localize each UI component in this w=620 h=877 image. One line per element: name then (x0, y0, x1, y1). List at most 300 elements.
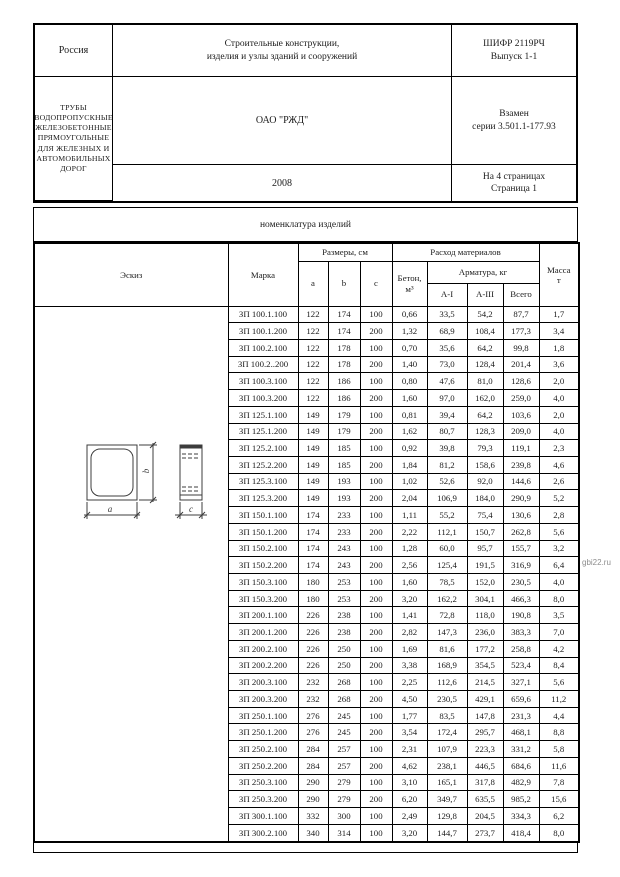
mark-cell: ЗП 100.2..200 (228, 356, 298, 373)
value-cell: 3,20 (392, 590, 427, 607)
value-cell: 316,9 (503, 557, 539, 574)
value-cell: 4,0 (539, 390, 579, 407)
value-cell: 200 (360, 691, 392, 708)
value-cell: 231,3 (503, 707, 539, 724)
value-cell: 2,31 (392, 741, 427, 758)
value-cell: 52,6 (427, 473, 467, 490)
value-cell: 985,2 (503, 791, 539, 808)
value-cell: 177,2 (467, 640, 503, 657)
value-cell: 149 (298, 406, 328, 423)
value-cell: 684,6 (503, 757, 539, 774)
value-cell: 100 (360, 774, 392, 791)
value-cell: 174 (298, 523, 328, 540)
doc-title-cell (35, 77, 113, 201)
value-cell: 100 (360, 574, 392, 591)
value-cell: 523,4 (503, 657, 539, 674)
value-cell: 8,4 (539, 657, 579, 674)
value-cell: 0,81 (392, 406, 427, 423)
mark-cell: ЗП 100.3.100 (228, 373, 298, 390)
value-cell: 5,8 (539, 741, 579, 758)
mark-cell: ЗП 300.1.100 (228, 808, 298, 825)
value-cell: 230,5 (503, 574, 539, 591)
value-cell: 284 (298, 757, 328, 774)
value-cell: 290,9 (503, 490, 539, 507)
mark-cell: ЗП 250.2.200 (228, 757, 298, 774)
value-cell: 204,5 (467, 808, 503, 825)
value-cell: 158,6 (467, 456, 503, 473)
value-cell: 1,77 (392, 707, 427, 724)
value-cell: 11,6 (539, 757, 579, 774)
value-cell: 232 (298, 674, 328, 691)
value-cell: 223,3 (467, 741, 503, 758)
value-cell: 239,8 (503, 456, 539, 473)
title-block (33, 23, 578, 203)
value-cell: 149 (298, 423, 328, 440)
value-cell: 2,6 (539, 473, 579, 490)
value-cell: 179 (328, 406, 360, 423)
value-cell: 300 (328, 808, 360, 825)
cipher-issue: Выпуск 1-1 (490, 51, 538, 62)
value-cell: 334,3 (503, 808, 539, 825)
mark-cell: ЗП 250.1.100 (228, 707, 298, 724)
value-cell: 2,82 (392, 624, 427, 641)
value-cell: 68,9 (427, 323, 467, 340)
value-cell: 3,6 (539, 356, 579, 373)
value-cell: 122 (298, 373, 328, 390)
mark-cell: ЗП 200.2.200 (228, 657, 298, 674)
value-cell: 2,25 (392, 674, 427, 691)
value-cell: 100 (360, 507, 392, 524)
value-cell: 72,8 (427, 607, 467, 624)
value-cell: 87,7 (503, 306, 539, 323)
value-cell: 243 (328, 540, 360, 557)
value-cell: 8,0 (539, 590, 579, 607)
value-cell: 122 (298, 306, 328, 323)
value-cell: 276 (298, 724, 328, 741)
products-table (33, 242, 580, 843)
value-cell: 179 (328, 423, 360, 440)
value-cell: 147,3 (427, 624, 467, 641)
value-cell: 245 (328, 707, 360, 724)
value-cell: 147,8 (467, 707, 503, 724)
value-cell: 482,9 (503, 774, 539, 791)
mark-cell: ЗП 150.2.100 (228, 540, 298, 557)
value-cell: 2,04 (392, 490, 427, 507)
value-cell: 238 (328, 624, 360, 641)
value-cell: 100 (360, 741, 392, 758)
subject-line1: Строительные конструкции, (224, 39, 340, 50)
value-cell: 258,8 (503, 640, 539, 657)
value-cell: 152,0 (467, 574, 503, 591)
value-cell: 180 (298, 590, 328, 607)
value-cell: 165,1 (427, 774, 467, 791)
doc-title-line3: ДЛЯ ЖЕЛЕЗНЫХ И АВТОМОБИЛЬНЫХ ДОРОГ (36, 143, 111, 173)
value-cell: 193 (328, 473, 360, 490)
concrete-label-line2: м³ (405, 283, 414, 294)
value-cell: 155,7 (503, 540, 539, 557)
value-cell: 3,20 (392, 824, 427, 842)
value-cell: 4,62 (392, 757, 427, 774)
value-cell: 226 (298, 657, 328, 674)
value-cell: 4,6 (539, 456, 579, 473)
value-cell: 177,3 (503, 323, 539, 340)
value-cell: 304,1 (467, 590, 503, 607)
value-cell: 340 (298, 824, 328, 842)
value-cell: 268 (328, 691, 360, 708)
value-cell: 429,1 (467, 691, 503, 708)
value-cell: 3,4 (539, 323, 579, 340)
value-cell: 100 (360, 440, 392, 457)
value-cell: 100 (360, 540, 392, 557)
value-cell: 64,2 (467, 406, 503, 423)
value-cell: 178 (328, 356, 360, 373)
value-cell: 112,6 (427, 674, 467, 691)
value-cell: 236,0 (467, 624, 503, 641)
value-cell: 92,0 (467, 473, 503, 490)
value-cell: 185 (328, 456, 360, 473)
dim-label-c: c (189, 503, 194, 514)
subject-line2: изделия и узлы зданий и сооружений (206, 51, 358, 62)
footer-strip (33, 842, 578, 853)
value-cell: 3,54 (392, 724, 427, 741)
value-cell: 2,56 (392, 557, 427, 574)
value-cell: 226 (298, 640, 328, 657)
value-cell: 122 (298, 390, 328, 407)
value-cell: 75,4 (467, 507, 503, 524)
value-cell: 100 (360, 640, 392, 657)
value-cell: 193 (328, 490, 360, 507)
value-cell: 95,7 (467, 540, 503, 557)
value-cell: 8,0 (539, 824, 579, 842)
col-header-c: c (360, 261, 392, 306)
value-cell: 214,5 (467, 674, 503, 691)
mark-cell: ЗП 100.1.100 (228, 306, 298, 323)
value-cell: 466,3 (503, 590, 539, 607)
col-header-b: b (328, 261, 360, 306)
value-cell: 3,38 (392, 657, 427, 674)
value-cell: 0,80 (392, 373, 427, 390)
value-cell: 100 (360, 808, 392, 825)
mark-cell: ЗП 250.1.200 (228, 724, 298, 741)
value-cell: 1,60 (392, 390, 427, 407)
concrete-label-line1: Бетон, (397, 273, 422, 284)
value-cell: 1,62 (392, 423, 427, 440)
value-cell: 659,6 (503, 691, 539, 708)
col-header-concrete (392, 261, 427, 306)
value-cell: 245 (328, 724, 360, 741)
country-label: Россия (58, 45, 89, 56)
value-cell: 15,6 (539, 791, 579, 808)
mark-cell: ЗП 125.1.100 (228, 406, 298, 423)
mark-cell: ЗП 200.1.200 (228, 624, 298, 641)
mark-cell: ЗП 200.3.100 (228, 674, 298, 691)
value-cell: 64,2 (467, 339, 503, 356)
value-cell: 0,92 (392, 440, 427, 457)
mark-cell: ЗП 200.3.200 (228, 691, 298, 708)
value-cell: 144,7 (427, 824, 467, 842)
doc-title-line2: ЖЕЛЕЗОБЕТОННЫЕ ПРЯМОУГОЛЬНЫЕ (35, 123, 112, 143)
value-cell: 1,02 (392, 473, 427, 490)
col-header-mark: Марка (228, 243, 298, 306)
value-cell: 125,4 (427, 557, 467, 574)
value-cell: 1,11 (392, 507, 427, 524)
value-cell: 100 (360, 373, 392, 390)
value-cell: 2,8 (539, 507, 579, 524)
value-cell: 60,0 (427, 540, 467, 557)
value-cell: 3,10 (392, 774, 427, 791)
value-cell: 6,20 (392, 791, 427, 808)
value-cell: 226 (298, 624, 328, 641)
value-cell: 635,5 (467, 791, 503, 808)
value-cell: 250 (328, 657, 360, 674)
value-cell: 11,2 (539, 691, 579, 708)
value-cell: 1,32 (392, 323, 427, 340)
pipe-sketch-drawing (41, 437, 221, 537)
mark-cell: ЗП 150.3.100 (228, 574, 298, 591)
value-cell: 33,5 (427, 306, 467, 323)
value-cell: 468,1 (503, 724, 539, 741)
value-cell: 446,5 (467, 757, 503, 774)
value-cell: 149 (298, 490, 328, 507)
sketch-cell (34, 306, 228, 842)
table-row (34, 306, 579, 323)
mark-cell: ЗП 300.2.100 (228, 824, 298, 842)
value-cell: 4,4 (539, 707, 579, 724)
col-header-rebar: Арматура, кг (427, 261, 539, 283)
value-cell: 149 (298, 456, 328, 473)
value-cell: 130,6 (503, 507, 539, 524)
col-header-sketch: Эскиз (34, 243, 228, 306)
value-cell: 1,8 (539, 339, 579, 356)
value-cell: 290 (298, 774, 328, 791)
value-cell: 178 (328, 339, 360, 356)
value-cell: 200 (360, 390, 392, 407)
value-cell: 118,0 (467, 607, 503, 624)
value-cell: 253 (328, 574, 360, 591)
value-cell: 129,8 (427, 808, 467, 825)
value-cell: 0,66 (392, 306, 427, 323)
mark-cell: ЗП 250.3.100 (228, 774, 298, 791)
value-cell: 100 (360, 473, 392, 490)
pages-count: На 4 страницах (482, 171, 546, 182)
value-cell: 108,4 (467, 323, 503, 340)
subject-cell (113, 25, 452, 77)
replaces-cell (452, 77, 576, 165)
value-cell: 39,8 (427, 440, 467, 457)
value-cell: 150,7 (467, 523, 503, 540)
mass-label-line1: Масса (546, 264, 571, 275)
value-cell: 174 (298, 540, 328, 557)
mark-cell: ЗП 100.2.100 (228, 339, 298, 356)
value-cell: 0,70 (392, 339, 427, 356)
replaces-line1: Взамен (499, 109, 529, 120)
mass-label-line2: т (556, 274, 561, 285)
mark-cell: ЗП 125.1.200 (228, 423, 298, 440)
value-cell: 250 (328, 640, 360, 657)
value-cell: 144,6 (503, 473, 539, 490)
year-cell (113, 165, 452, 201)
value-cell: 1,28 (392, 540, 427, 557)
value-cell: 7,0 (539, 624, 579, 641)
value-cell: 174 (328, 323, 360, 340)
value-cell: 200 (360, 724, 392, 741)
value-cell: 103,6 (503, 406, 539, 423)
value-cell: 2,0 (539, 406, 579, 423)
value-cell: 100 (360, 707, 392, 724)
value-cell: 99,8 (503, 339, 539, 356)
value-cell: 295,7 (467, 724, 503, 741)
value-cell: 2,22 (392, 523, 427, 540)
value-cell: 268 (328, 674, 360, 691)
value-cell: 100 (360, 406, 392, 423)
value-cell: 3,5 (539, 607, 579, 624)
value-cell: 122 (298, 323, 328, 340)
value-cell: 128,6 (503, 373, 539, 390)
value-cell: 259,0 (503, 390, 539, 407)
value-cell: 200 (360, 624, 392, 641)
value-cell: 201,4 (503, 356, 539, 373)
value-cell: 200 (360, 590, 392, 607)
value-cell: 112,1 (427, 523, 467, 540)
mark-cell: ЗП 150.1.200 (228, 523, 298, 540)
value-cell: 317,8 (467, 774, 503, 791)
value-cell: 54,2 (467, 306, 503, 323)
value-cell: 276 (298, 707, 328, 724)
col-header-dimensions: Размеры, см (298, 243, 392, 261)
col-header-a: a (298, 261, 328, 306)
value-cell: 5,6 (539, 523, 579, 540)
value-cell: 2,49 (392, 808, 427, 825)
mark-cell: ЗП 200.2.100 (228, 640, 298, 657)
value-cell: 47,6 (427, 373, 467, 390)
value-cell: 79,3 (467, 440, 503, 457)
dim-label-a: a (108, 503, 113, 514)
col-header-mass (539, 243, 579, 306)
country-cell (35, 25, 113, 77)
cipher-cell (452, 25, 576, 77)
value-cell: 200 (360, 657, 392, 674)
mark-cell: ЗП 125.2.100 (228, 440, 298, 457)
value-cell: 81,6 (427, 640, 467, 657)
value-cell: 174 (328, 306, 360, 323)
value-cell: 122 (298, 339, 328, 356)
value-cell: 200 (360, 423, 392, 440)
value-cell: 100 (360, 674, 392, 691)
value-cell: 200 (360, 757, 392, 774)
value-cell: 279 (328, 774, 360, 791)
value-cell: 233 (328, 507, 360, 524)
value-cell: 4,0 (539, 423, 579, 440)
value-cell: 200 (360, 523, 392, 540)
value-cell: 162,0 (467, 390, 503, 407)
value-cell: 128,4 (467, 356, 503, 373)
value-cell: 172,4 (427, 724, 467, 741)
value-cell: 162,2 (427, 590, 467, 607)
value-cell: 284 (298, 741, 328, 758)
value-cell: 327,1 (503, 674, 539, 691)
value-cell: 5,6 (539, 674, 579, 691)
value-cell: 97,0 (427, 390, 467, 407)
value-cell: 100 (360, 306, 392, 323)
value-cell: 8,8 (539, 724, 579, 741)
value-cell: 128,3 (467, 423, 503, 440)
value-cell: 100 (360, 339, 392, 356)
value-cell: 2,3 (539, 440, 579, 457)
pages-cell (452, 165, 576, 201)
col-header-materials: Расход материалов (392, 243, 539, 261)
value-cell: 200 (360, 557, 392, 574)
value-cell: 100 (360, 607, 392, 624)
value-cell: 107,9 (427, 741, 467, 758)
value-cell: 233 (328, 523, 360, 540)
value-cell: 7,8 (539, 774, 579, 791)
mark-cell: ЗП 150.2.200 (228, 557, 298, 574)
value-cell: 39,4 (427, 406, 467, 423)
value-cell: 106,9 (427, 490, 467, 507)
replaces-line2: серии 3.501.1-177.93 (472, 121, 556, 132)
value-cell: 2,0 (539, 373, 579, 390)
value-cell: 168,9 (427, 657, 467, 674)
value-cell: 119,1 (503, 440, 539, 457)
value-cell: 55,2 (427, 507, 467, 524)
col-header-a1: A-I (427, 283, 467, 306)
value-cell: 1,40 (392, 356, 427, 373)
value-cell: 73,0 (427, 356, 467, 373)
value-cell: 4,2 (539, 640, 579, 657)
value-cell: 35,6 (427, 339, 467, 356)
value-cell: 5,2 (539, 490, 579, 507)
value-cell: 253 (328, 590, 360, 607)
value-cell: 1,84 (392, 456, 427, 473)
value-cell: 232 (298, 691, 328, 708)
value-cell: 279 (328, 791, 360, 808)
mark-cell: ЗП 125.2.200 (228, 456, 298, 473)
value-cell: 331,2 (503, 741, 539, 758)
value-cell: 200 (360, 323, 392, 340)
products-tbody (34, 306, 579, 842)
mark-cell: ЗП 100.3.200 (228, 390, 298, 407)
col-header-total: Всего (503, 283, 539, 306)
col-header-a3: A-III (467, 283, 503, 306)
value-cell: 149 (298, 440, 328, 457)
value-cell: 185 (328, 440, 360, 457)
value-cell: 78,5 (427, 574, 467, 591)
value-cell: 257 (328, 757, 360, 774)
value-cell: 1,7 (539, 306, 579, 323)
value-cell: 3,2 (539, 540, 579, 557)
value-cell: 184,0 (467, 490, 503, 507)
dim-label-b: b (141, 468, 152, 473)
value-cell: 238,1 (427, 757, 467, 774)
value-cell: 83,5 (427, 707, 467, 724)
mark-cell: ЗП 125.3.100 (228, 473, 298, 490)
value-cell: 174 (298, 507, 328, 524)
value-cell: 1,69 (392, 640, 427, 657)
value-cell: 149 (298, 473, 328, 490)
value-cell: 191,5 (467, 557, 503, 574)
value-cell: 1,60 (392, 574, 427, 591)
value-cell: 186 (328, 390, 360, 407)
value-cell: 230,5 (427, 691, 467, 708)
value-cell: 209,0 (503, 423, 539, 440)
cipher-code: ШИФР 2119РЧ (483, 39, 545, 50)
value-cell: 290 (298, 791, 328, 808)
value-cell: 200 (360, 456, 392, 473)
value-cell: 226 (298, 607, 328, 624)
year-label: 2008 (272, 177, 292, 189)
section-title-bar (33, 207, 578, 242)
value-cell: 273,7 (467, 824, 503, 842)
